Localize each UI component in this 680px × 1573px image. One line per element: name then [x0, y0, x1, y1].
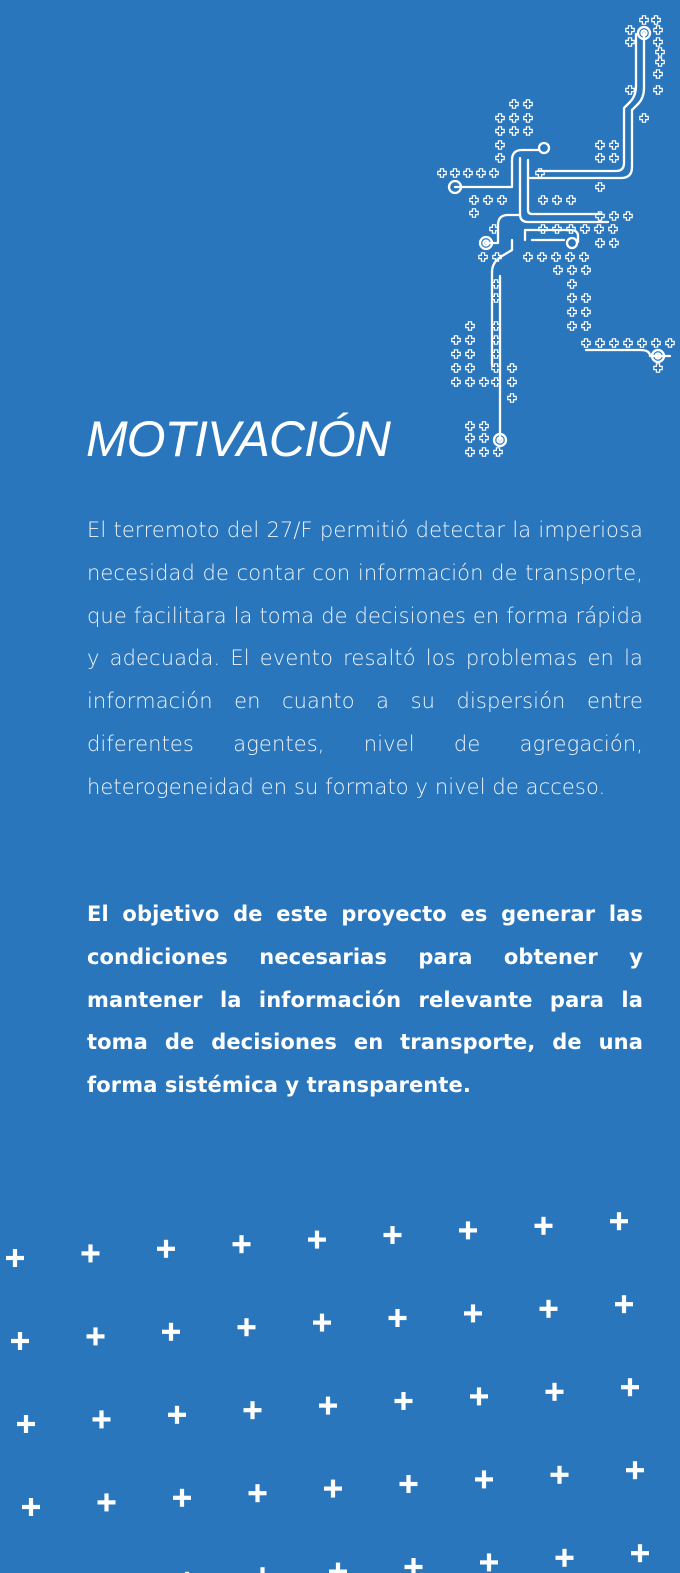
- plus-icon: [313, 1314, 331, 1332]
- plus-icon: [464, 1304, 482, 1322]
- plus-icon: [87, 1327, 105, 1345]
- plus-icon: [308, 1231, 326, 1249]
- plus-icon: [249, 1484, 267, 1502]
- plus-icon: [535, 1217, 553, 1235]
- plus-icon: [405, 1558, 423, 1573]
- intro-paragraph: El terremoto del 27/F permitió detectar la imperiosa necesidad de contar con información de transporte, que facilitara la toma de decisiones en forma rápida y adecuada. El evento resaltó los problemas en la información en cuanto a su dispersión entre diferentes agentes, nivel de agregación, heterogeneidad en su formato y nivel de acceso.: [87, 518, 643, 799]
- plus-icon: [470, 1387, 488, 1405]
- page-title: MOTIVACIÓN: [86, 411, 390, 467]
- plus-icon: [244, 1401, 262, 1419]
- plus-icon: [626, 1461, 644, 1479]
- plus-icon: [173, 1489, 191, 1507]
- plus-icon: [329, 1563, 347, 1573]
- plus-icon: [480, 1553, 498, 1571]
- plus-icon: [389, 1309, 407, 1327]
- plus-icon: [395, 1392, 413, 1410]
- plus-icon: [162, 1323, 180, 1341]
- plus-icon: [238, 1318, 256, 1336]
- plus-icon: [621, 1378, 639, 1396]
- plus-icon: [459, 1221, 477, 1239]
- plus-icon: [610, 1212, 628, 1230]
- plus-icon: [475, 1470, 493, 1488]
- plus-icon: [546, 1383, 564, 1401]
- plus-icon: [551, 1466, 569, 1484]
- plus-icon: [319, 1397, 337, 1415]
- plus-icon: [615, 1295, 633, 1313]
- plus-icon: [233, 1235, 251, 1253]
- plus-icon: [22, 1498, 40, 1516]
- plus-icon: [324, 1480, 342, 1498]
- plus-icon: [540, 1300, 558, 1318]
- plus-icon-pattern: [0, 1180, 680, 1573]
- plus-icon: [98, 1493, 116, 1511]
- plus-icon: [384, 1226, 402, 1244]
- plus-icon: [11, 1332, 29, 1350]
- plus-icon: [254, 1567, 272, 1573]
- objective-paragraph: El objetivo de este proyecto es generar las condiciones necesarias para obtener y mantener la información relevante para la toma de decisiones en transporte, de una forma sistémica y transparente.: [87, 902, 643, 1098]
- plus-icon: [93, 1410, 111, 1428]
- plus-icon: [6, 1249, 24, 1267]
- plus-icon: [556, 1549, 574, 1567]
- plus-icon: [631, 1544, 649, 1562]
- circuit-plus-icon: [0, 0, 680, 470]
- plus-icon: [82, 1244, 100, 1262]
- plus-icon: [157, 1240, 175, 1258]
- plus-icon: [17, 1415, 35, 1433]
- plus-icon: [168, 1406, 186, 1424]
- plus-icon: [400, 1475, 418, 1493]
